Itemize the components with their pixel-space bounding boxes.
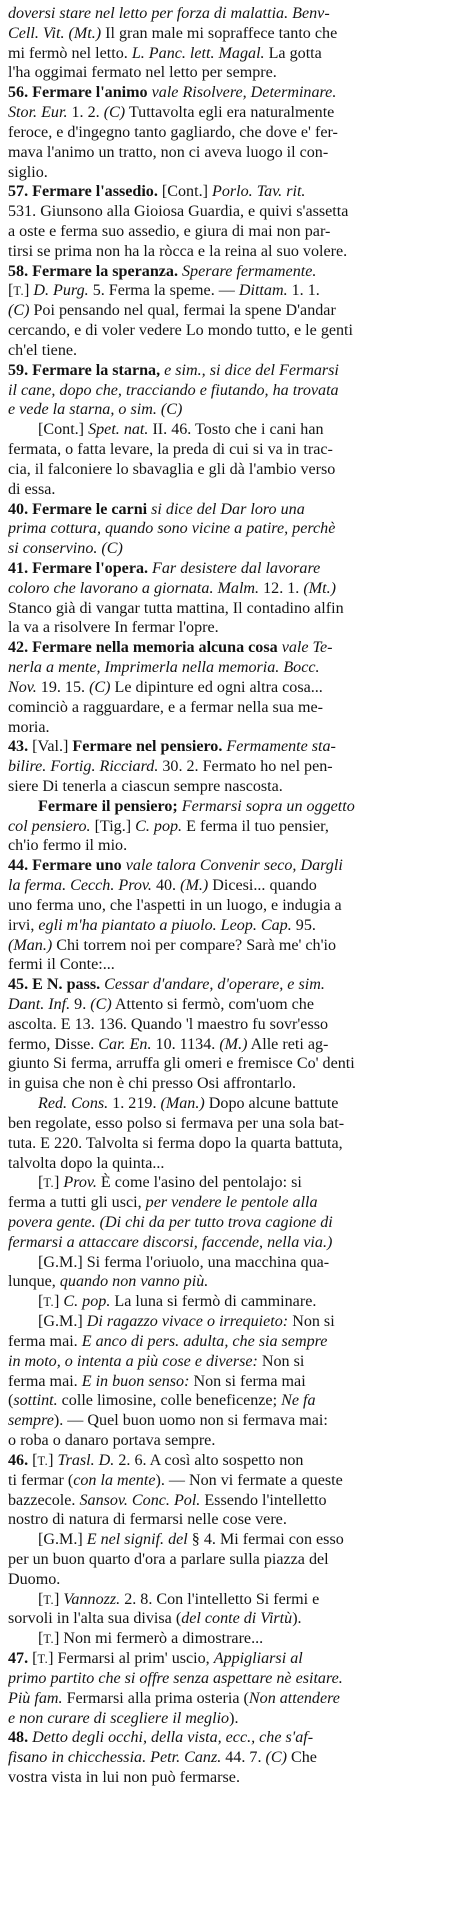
text-line xyxy=(8,1748,469,1767)
text-line xyxy=(8,955,469,974)
text-run: T. xyxy=(43,1632,54,1647)
text-line xyxy=(8,500,469,519)
text-run: T. xyxy=(37,1652,49,1667)
text-line xyxy=(8,539,469,558)
text-run: T. xyxy=(43,1592,54,1607)
text-run: [ xyxy=(38,1590,44,1608)
text-run: (C) xyxy=(103,104,126,122)
text-run: Detto degli occhi, della vista, ecc., che s'af- xyxy=(32,1729,314,1747)
text-run: cominciò a ragguardare, e a fermar nella sua me- xyxy=(8,698,323,716)
text-line xyxy=(38,1094,469,1113)
text-line xyxy=(8,737,469,756)
text-run: cercando, e di voler vedere Lo mondo tutto, e le genti xyxy=(8,322,353,340)
text-run: Spet. nat. xyxy=(88,421,149,439)
text-run: vostra vista in lui non può fermarse. xyxy=(8,1768,240,1786)
text-run: ferma mai. xyxy=(8,1332,82,1350)
text-run: Car. En. xyxy=(98,1035,152,1053)
text-line xyxy=(8,1768,469,1787)
text-line xyxy=(8,1728,469,1747)
text-run: Duomo. xyxy=(8,1570,61,1588)
text-run: Le dipinture ed ogni altra cosa... xyxy=(110,678,323,696)
text-line xyxy=(8,1213,469,1232)
text-run: egli m'ha piantato a piuolo. Leop. Cap. xyxy=(38,916,292,934)
text-line xyxy=(8,856,469,875)
text-run: 9. xyxy=(70,996,91,1013)
text-run: ben regolate, esso polso si fermava per una sola bat- xyxy=(8,1114,345,1132)
text-run: Non si xyxy=(257,1352,305,1370)
text-run: ] xyxy=(24,282,34,300)
text-run: doversi stare nel letto per forza di malattia. Benv- xyxy=(8,5,330,22)
text-run: Far desistere dal lavorare xyxy=(148,559,321,577)
text-run: 19. 15. xyxy=(36,678,90,696)
text-run: [ xyxy=(32,1650,38,1668)
text-line xyxy=(8,301,469,320)
text-run: (C) xyxy=(89,678,111,696)
text-run: C. pop. xyxy=(63,1293,111,1311)
text-line xyxy=(8,599,469,618)
text-run: ). — Non vi fermate a queste xyxy=(155,1471,343,1489)
text-run: 43. xyxy=(8,738,33,756)
text-run: ). — Quel buon uomo non si fermava mai: xyxy=(53,1412,328,1430)
text-run: E anco di pers. adulta, che sia sempre xyxy=(81,1332,328,1350)
text-line xyxy=(8,262,469,281)
text-run: T. xyxy=(13,284,24,299)
text-run: 44. 7. xyxy=(221,1749,266,1767)
text-run: ] xyxy=(48,1451,58,1469)
text-run: Alle reti ag- xyxy=(247,1035,329,1053)
text-run: C. pop. xyxy=(135,817,183,835)
text-run: Ne fa xyxy=(281,1392,316,1410)
text-line xyxy=(8,1193,469,1212)
text-run: irvi, xyxy=(8,916,39,934)
text-run: Essendo l'intelletto xyxy=(200,1491,327,1509)
text-run: ascolta. E 13. 136. Quando 'l maestro fu sovr'esso xyxy=(8,1015,329,1033)
text-run: ). xyxy=(292,1610,302,1628)
text-run: 40. Fermare le carni xyxy=(8,500,148,518)
text-line xyxy=(8,1689,469,1708)
text-run: 12. 1. xyxy=(259,579,304,597)
text-run: È come l'asino del pentolajo: si xyxy=(96,1174,302,1192)
text-run: Fermarsi sopra un oggetto xyxy=(177,797,355,815)
text-run: cia, il falconiere lo sbavaglia e gli dà l'ambio verso xyxy=(8,460,336,478)
text-run: ( xyxy=(8,1392,14,1410)
text-line xyxy=(8,1471,469,1490)
text-line xyxy=(8,995,469,1014)
text-run: Dittam. xyxy=(238,282,288,300)
text-line xyxy=(8,1154,469,1173)
text-run: E in buon senso: xyxy=(81,1372,190,1390)
text-line xyxy=(8,163,469,182)
text-run: [ xyxy=(32,1451,38,1469)
text-run: Chi torrem noi per compare? Sarà me' ch'io xyxy=(52,936,337,954)
text-run: Non attendere xyxy=(248,1689,340,1707)
text-line xyxy=(8,361,469,380)
text-run: bilire. Fortig. Ricciard. xyxy=(8,758,159,776)
text-run: E ferma il tuo pensier, xyxy=(182,817,329,835)
text-run: (C) xyxy=(90,996,112,1013)
text-run: [ xyxy=(38,1293,44,1311)
text-line xyxy=(8,1015,469,1034)
text-run: colle limosine, colle beneficenze; xyxy=(57,1392,282,1410)
text-run: fisano in chicchessia. Petr. Canz. xyxy=(8,1749,222,1767)
text-run: si dice del Dar loro una xyxy=(147,500,305,518)
text-run: di essa. xyxy=(8,480,56,498)
text-line xyxy=(8,44,469,63)
text-run: (Mt.) xyxy=(303,579,336,597)
text-line xyxy=(8,4,469,23)
text-run: Non si xyxy=(288,1313,335,1331)
text-line xyxy=(38,1173,469,1193)
text-run: ch'el tiene. xyxy=(8,341,78,359)
text-run: ti fermar ( xyxy=(8,1471,74,1489)
text-run: La luna si fermò di camminare. xyxy=(110,1293,317,1311)
text-run: Attento si fermò, com'uom che xyxy=(111,996,314,1013)
text-line xyxy=(8,1233,469,1252)
text-run: tirsi se prima non ha la ròcca e la reina al suo volere. xyxy=(8,242,348,260)
text-run: Stor. Eur. xyxy=(8,104,68,122)
text-run: ). xyxy=(229,1709,239,1727)
text-line xyxy=(8,400,469,419)
text-run: per vendere le pentole alla xyxy=(145,1194,318,1212)
text-run: Dant. Inf. xyxy=(8,996,71,1013)
text-run: ] xyxy=(54,1174,64,1192)
text-line xyxy=(8,718,469,737)
text-line xyxy=(8,1074,469,1093)
text-run: 44. Fermare uno xyxy=(8,857,122,875)
text-run: D. Purg. xyxy=(33,282,89,300)
text-run: 531. Giunsono alla Gioiosa Guardia, e quivi s'assetta xyxy=(8,203,349,221)
text-run: 2. 6. A così alto sospetto non xyxy=(114,1451,304,1469)
text-run: Fermare il pensiero; xyxy=(38,797,178,815)
text-run: 95. xyxy=(291,916,316,934)
text-run: mi fermò nel letto. xyxy=(8,44,132,62)
text-line xyxy=(8,1550,469,1569)
text-run: feroce, e d'ingegno tanto gagliardo, che dove e' fer- xyxy=(8,123,338,141)
text-line xyxy=(38,1312,469,1331)
text-line xyxy=(8,1391,469,1410)
text-line xyxy=(38,1629,469,1649)
text-run: 10. 1134. xyxy=(151,1035,220,1053)
text-run: e vede la starna, o sim. (C) xyxy=(8,401,183,419)
text-line xyxy=(8,579,469,598)
text-run: ] xyxy=(54,1590,64,1608)
text-line xyxy=(38,420,469,439)
text-run: e non curare di sceglierе il meglio xyxy=(8,1709,230,1727)
text-run: 42. Fermare nella memoria alcuna cosa xyxy=(8,639,278,657)
text-line xyxy=(8,1510,469,1529)
text-run: primo partito che si offre senza aspettare nè esitare. xyxy=(8,1669,343,1687)
text-run: siere Di tenerla a ciascun sempre nascosta. xyxy=(8,777,283,795)
text-line xyxy=(8,143,469,162)
text-run: Red. Cons. xyxy=(38,1095,109,1113)
text-run: la ferma. Cecch. Prov. xyxy=(8,877,152,895)
text-run: T. xyxy=(43,1176,54,1191)
text-line xyxy=(8,1035,469,1054)
text-run: sempre xyxy=(8,1412,54,1430)
text-run: il cane, dopo che, tracciando e fiutando, ha trovata xyxy=(8,381,339,399)
text-line xyxy=(8,698,469,717)
text-run: Dopo alcune battute xyxy=(204,1095,339,1113)
text-line xyxy=(8,1491,469,1510)
text-run: 46. xyxy=(8,1451,33,1469)
text-run: uno ferma uno, che l'aspetti in un luogo, e indugia a xyxy=(8,896,342,914)
text-run: T. xyxy=(37,1453,49,1468)
text-run: [G.M.] xyxy=(38,1531,87,1549)
text-run: ] Non mi fermerò a dimostrare... xyxy=(54,1630,264,1648)
text-run: a oste e ferma suo assedio, e giura di mai non par- xyxy=(8,223,331,241)
text-run: (C) xyxy=(8,302,30,320)
text-run: la va a risolvere In fermar l'opre. xyxy=(8,619,219,637)
text-run: con la mente xyxy=(73,1471,156,1489)
text-run: in moto, o intenta a più cose e diverse: xyxy=(8,1352,258,1370)
text-run: fermata, o fatta levare, la preda di cui si va in trac- xyxy=(8,441,333,459)
text-run: Vannozz. xyxy=(63,1590,121,1608)
text-line xyxy=(38,1590,469,1610)
text-run: [ xyxy=(8,282,14,300)
text-run: per un buon quarto d'ora a parlare sulla piazza del xyxy=(8,1550,329,1568)
text-run: ferma mai. xyxy=(8,1372,82,1390)
text-run: Sperare fermamente. xyxy=(177,262,317,280)
text-line xyxy=(8,281,469,301)
text-line xyxy=(38,797,469,816)
text-line xyxy=(8,202,469,221)
text-run: La gotta xyxy=(264,44,322,62)
text-run: 47. xyxy=(8,1650,33,1668)
text-line xyxy=(8,1054,469,1073)
text-run: Trasl. D. xyxy=(57,1451,115,1469)
text-line xyxy=(8,1649,469,1669)
text-run: quando non vanno più. xyxy=(59,1273,209,1291)
text-run: Poi pensando nel qual, fermai la spene D'andar xyxy=(29,302,336,320)
text-run: ] Fermarsi al prim' uscio, xyxy=(48,1650,214,1668)
text-run: [ xyxy=(38,1174,44,1192)
text-run: del conte di Virtù xyxy=(181,1610,293,1628)
text-run: nerla a mente, Imprimerla nella memoria. Bocc. xyxy=(8,659,320,677)
text-line xyxy=(8,1352,469,1371)
text-run: Fermamente sta- xyxy=(222,738,336,756)
text-line xyxy=(8,777,469,796)
text-line xyxy=(8,559,469,578)
text-run: [Cont.] xyxy=(157,183,212,201)
text-run: sottint. xyxy=(13,1392,58,1410)
text-line xyxy=(8,182,469,201)
text-run: vale talora Convenir seco, Dargli xyxy=(121,857,343,875)
text-line xyxy=(8,63,469,82)
text-run: prima cottura, quando sono vicine a patire, perchè xyxy=(8,520,336,538)
text-run: in guisa che non è chi presso Osi affrontarlo. xyxy=(8,1075,296,1093)
text-run: povera gente. (Di chi da per tutto trova cagione di xyxy=(8,1214,333,1232)
text-run: [Val.] xyxy=(32,738,73,756)
text-run: giunto Si ferma, arruffa gli omeri e fremisce Co' denti xyxy=(8,1055,355,1073)
text-run: Sansov. Conc. Pol. xyxy=(79,1491,201,1509)
text-run: Il gran male mi sopraffece tanto che xyxy=(101,24,338,42)
text-run: siglio. xyxy=(8,163,48,181)
text-run: [Cont.] xyxy=(38,421,89,439)
text-line xyxy=(8,876,469,895)
text-run: sorvoli in l'alta sua divisa ( xyxy=(8,1610,182,1628)
text-line xyxy=(8,123,469,142)
text-line xyxy=(8,321,469,340)
text-line xyxy=(8,836,469,855)
text-line xyxy=(8,678,469,697)
text-run: 41. Fermare l'opera. xyxy=(8,559,149,577)
text-run: tuta. E 220. Talvolta si ferma dopo la quarta battuta, xyxy=(8,1134,343,1152)
text-run: L. Panc. lett. Magal. xyxy=(131,44,265,62)
text-line xyxy=(8,460,469,479)
text-run: fermi il Conte:... xyxy=(8,956,115,974)
text-run: lunque, xyxy=(8,1273,60,1291)
text-run: bazzecole. xyxy=(8,1491,80,1509)
text-run: 30. 2. Fermato ho nel pen- xyxy=(158,758,333,776)
text-line xyxy=(8,1372,469,1391)
text-run: Stanco già di vangar tutta mattina, Il contadino alfin xyxy=(8,599,344,617)
text-line xyxy=(8,817,469,836)
text-run: 48. xyxy=(8,1729,33,1747)
text-run: vale Te- xyxy=(277,639,333,657)
text-line xyxy=(8,658,469,677)
text-run: ch'io fermo il mio. xyxy=(8,837,128,855)
text-run: 56. Fermare l'animo xyxy=(8,84,148,102)
text-line xyxy=(8,1114,469,1133)
text-run: vale Risolvere, Determinare. xyxy=(147,84,337,102)
text-line xyxy=(38,1530,469,1549)
text-run: § 4. Mi fermai con esso xyxy=(187,1531,344,1549)
text-run: 45. E N. pass. xyxy=(8,976,101,994)
text-run: nostro di natura di fermarsi nelle cose vere. xyxy=(8,1511,287,1529)
text-line xyxy=(8,638,469,657)
text-run: Nov. xyxy=(8,678,37,696)
text-line xyxy=(8,916,469,935)
text-run: Fermare nel pensiero. xyxy=(72,738,223,756)
text-run: (C) xyxy=(265,1749,287,1767)
text-run: (Man.) xyxy=(160,1095,205,1113)
text-run: 5. Ferma la speme. — xyxy=(88,282,239,300)
text-run: [G.M.] Si ferma l'oriuolo, una macchina qua- xyxy=(38,1253,330,1271)
text-run: Non si ferma mai xyxy=(189,1372,306,1390)
text-run: Porlo. Tav. rit. xyxy=(211,183,306,201)
text-run: o roba o danaro portava sempre. xyxy=(8,1432,216,1450)
text-line xyxy=(8,1709,469,1728)
text-run: moria. xyxy=(8,718,50,736)
text-line xyxy=(8,1272,469,1291)
text-line xyxy=(8,1669,469,1688)
text-run: Appigliarsi al xyxy=(213,1650,303,1668)
text-line xyxy=(8,1570,469,1589)
text-line xyxy=(8,936,469,955)
text-line xyxy=(8,242,469,261)
text-line xyxy=(8,1332,469,1351)
text-line xyxy=(8,440,469,459)
text-run: fermarsi a attaccare discorsi, faccende, nella via.) xyxy=(8,1233,333,1251)
text-run: si conservino. (C) xyxy=(8,540,123,558)
text-run: 2. 8. Con l'intelletto Si fermi e xyxy=(120,1590,320,1608)
text-run: Tuttavolta egli era naturalmente xyxy=(125,104,335,122)
text-run: coloro che lavorano a giornata. Malm. xyxy=(8,579,260,597)
text-run: Cell. Vit. (Mt.) xyxy=(8,24,102,42)
text-run: E nel signif. del xyxy=(86,1531,188,1549)
text-run: Cessar d'andare, d'operare, e sim. xyxy=(100,976,325,994)
text-line xyxy=(8,757,469,776)
text-run: 58. Fermare la speranza. xyxy=(8,262,178,280)
text-line xyxy=(8,480,469,499)
text-line xyxy=(8,975,469,994)
text-line xyxy=(8,1411,469,1430)
text-line xyxy=(8,1134,469,1153)
text-run: T. xyxy=(43,1295,54,1310)
text-run: 59. Fermare la starna, xyxy=(8,361,161,379)
text-run: II. 46. Tosto che i cani han xyxy=(148,421,324,439)
text-run: talvolta dopo la quinta... xyxy=(8,1154,165,1172)
text-run: Di ragazzo vivace o irrequieto: xyxy=(86,1313,289,1331)
text-line xyxy=(38,1253,469,1272)
text-run: 1. 1. xyxy=(287,282,320,300)
text-run: [ xyxy=(38,1630,44,1648)
text-run: (Man.) xyxy=(8,936,53,954)
text-run: fermo, Disse. xyxy=(8,1035,99,1053)
text-run: e sim., si dice del Fermarsi xyxy=(160,361,339,379)
text-run: ] xyxy=(54,1293,64,1311)
text-run: (M.) xyxy=(180,877,209,895)
text-run: [G.M.] xyxy=(38,1313,87,1331)
text-run: [Tig.] xyxy=(90,817,136,835)
text-run: 1. 2. xyxy=(67,104,104,122)
text-line xyxy=(8,381,469,400)
text-run: 57. Fermare l'assedio. xyxy=(8,183,158,201)
text-line xyxy=(8,83,469,102)
text-run: col pensiero. xyxy=(8,817,91,835)
text-line xyxy=(8,618,469,637)
text-run: Prov. xyxy=(63,1174,97,1192)
text-run: Più fam. xyxy=(8,1689,63,1707)
text-run: 40. xyxy=(151,877,181,895)
text-run: 1. 219. xyxy=(108,1095,161,1113)
text-line xyxy=(8,222,469,241)
text-line xyxy=(8,896,469,915)
text-line xyxy=(8,24,469,43)
text-line xyxy=(8,103,469,122)
text-run: Fermarsi alla prima osteria ( xyxy=(62,1689,249,1707)
text-line xyxy=(8,1431,469,1450)
text-line xyxy=(38,1292,469,1312)
text-run: l'ha oggimai fermato nel letto per sempre. xyxy=(8,64,277,82)
text-line xyxy=(8,341,469,360)
text-run: Dicesi... quando xyxy=(208,877,317,895)
text-run: ferma a tutti gli usci, xyxy=(8,1194,146,1212)
text-run: Che xyxy=(286,1749,317,1767)
text-line xyxy=(8,1451,469,1471)
text-line xyxy=(8,1609,469,1628)
text-run: mava l'animo un tratto, non ci aveva luogo il con- xyxy=(8,143,329,161)
text-run: (M.) xyxy=(219,1035,248,1053)
text-line xyxy=(8,519,469,538)
